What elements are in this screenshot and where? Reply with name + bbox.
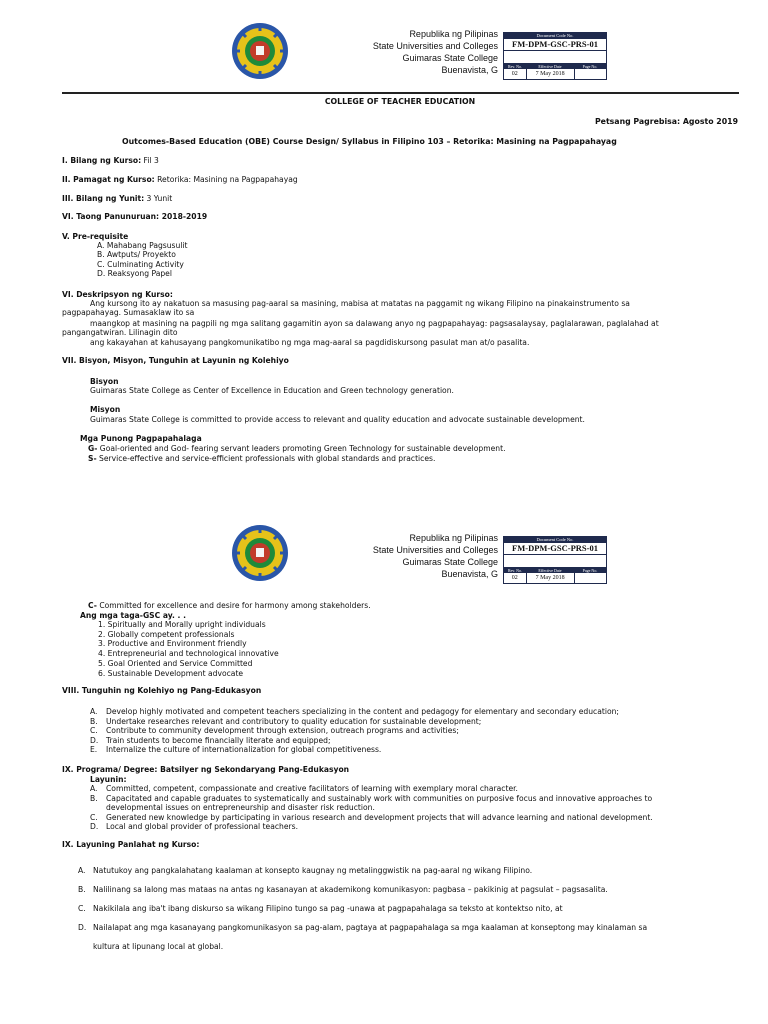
description-line: pagpapahayag. Sumasaklaw ito sa — [62, 308, 195, 317]
rev-value: 02 — [504, 573, 527, 583]
header-line-3: Guimaras State College — [402, 53, 498, 63]
list-item: A. Develop highly motivated and competent teachers specializing in the content and pedagogy for elementary and secondary education; — [90, 707, 619, 716]
page-label: Page No. — [582, 568, 598, 573]
list-item: 6. Sustainable Development advocate — [98, 668, 244, 678]
list-item: C. Culminating Activity — [97, 259, 184, 269]
header-line-2: State Universities and Colleges — [372, 41, 498, 51]
list-item: B. Awtputs/ Proyekto — [97, 250, 176, 260]
core-values-label: Mga Punong Pagpapahalaga — [80, 434, 202, 443]
list-item: C. Contribute to community development through extension, outreach programs and activities; — [90, 726, 459, 736]
list-item: 3. Productive and Environment friendly — [98, 639, 247, 649]
course-title: II. Pamagat ng Kurso: Retorika: Masining na Pagpapahayag — [62, 175, 298, 184]
list-item: B. Nalilinang sa lalong mas mataas na antas ng kasanayan at akademikong komunikasyon: pagbasa – pakikinig at pagsulat – pagsasalita. — [78, 885, 608, 894]
description-line: maangkop at masining na pagpili ng mga salitang gagamitin ayon sa dalawang anyo ng pagpapahayag: pagsasalaysay, paglalarawan, paglalahad at — [90, 319, 659, 328]
course-units: III. Bilang ng Yunit: 3 Yunit — [62, 194, 173, 203]
gsc-graduates-list — [98, 620, 279, 678]
description-line: Ang kursong ito ay nakatuon sa masusing pag-aaral sa masining, mabisa at matatas na paggamit ng wikang Filipino na pinakainstrumento sa — [90, 299, 630, 308]
list-item: 2. Globally competent professionals — [98, 629, 235, 639]
header-divider — [62, 92, 739, 94]
header-address — [248, 28, 498, 76]
header-line-1: Republika ng Pilipinas — [409, 29, 498, 39]
vision-mission-heading: VII. Bisyon, Misyon, Tunguhin at Layunin ng Kolehiyo — [62, 356, 289, 365]
effective-label: Effective Date — [538, 64, 562, 69]
list-item: 4. Entrepreneurial and technological innovative — [98, 649, 279, 659]
vision-label: Bisyon — [90, 377, 119, 386]
header-address — [248, 532, 498, 580]
header-line-1: Republika ng Pilipinas — [409, 533, 498, 543]
prerequisite-heading: V. Pre-requisite — [62, 232, 129, 241]
core-value-c: C- Committed for excellence and desire for harmony among stakeholders. — [88, 601, 371, 610]
list-item: C. Generated new knowledge by participating in various research and development projects that will advance learning and national development. — [90, 812, 653, 822]
doc-code: FM-DPM-GSC-PRS-01 — [504, 39, 606, 51]
list-item: D. Local and global provider of professional teachers. — [90, 822, 299, 832]
revision-date: Petsang Pagrebisa: Agosto 2019 — [594, 117, 738, 126]
page-value — [575, 573, 606, 583]
program-objectives-label: Layunin: — [90, 775, 127, 784]
header-line-2: State Universities and Colleges — [372, 545, 498, 555]
course-objectives-list — [78, 861, 647, 956]
header-line-4: Buenavista, G — [441, 569, 498, 579]
list-item: A. Natutukoy ang pangkalahatang kaalaman at konsepto kaugnay ng metalinggwistik na pag-aaral ng wikang Filipino. — [78, 866, 533, 875]
gsc-graduates-label: Ang mga taga-GSC ay. . . — [80, 611, 186, 620]
college-name: COLLEGE OF TEACHER EDUCATION — [324, 97, 476, 106]
list-item: D. Train students to become financially literate and equipped; — [90, 735, 331, 745]
effective-value: 7 May 2018 — [527, 69, 575, 79]
college-goals-heading: VIII. Tunguhin ng Kolehiyo ng Pang-Edukasyon — [62, 686, 262, 695]
mission-label: Misyon — [90, 405, 121, 414]
doc-code-label: Document Code No. — [504, 33, 606, 39]
description-heading: VI. Deskripsyon ng Kurso: — [62, 290, 173, 299]
core-value-g: G- Goal-oriented and God- fearing servant leaders promoting Green Technology for sustainable development. — [88, 444, 506, 453]
header-line-4: Buenavista, G — [441, 65, 498, 75]
list-item: kultura at lipunang local at global. — [93, 942, 224, 951]
doc-code-label: Document Code No. — [504, 537, 606, 543]
list-item: A. Mahabang Pagsusulit — [97, 241, 188, 250]
prerequisite-list — [97, 241, 188, 279]
document-code-box — [503, 32, 607, 80]
list-item: E. Internalize the culture of internationalization for global competitiveness. — [90, 745, 382, 755]
list-item: 1. Spiritually and Morally upright individuals — [98, 620, 266, 629]
effective-value: 7 May 2018 — [527, 573, 575, 583]
list-item: developmental issues on entrepreneurship and disaster risk reduction. — [106, 803, 375, 813]
effective-label: Effective Date — [538, 568, 562, 573]
program-heading: IX. Programa/ Degree: Batsilyer ng Sekondaryang Pang-Edukasyon — [62, 765, 350, 774]
doc-code: FM-DPM-GSC-PRS-01 — [504, 543, 606, 555]
list-item: B. Capacitated and capable graduates to systematically and sustainably work with communities on purposive focus and innovative approaches to — [90, 793, 653, 803]
program-objectives-list — [90, 784, 653, 832]
school-year: VI. Taong Panunuruan: 2018-2019 — [62, 212, 208, 221]
mission-text: Guimaras State College is committed to provide access to relevant and quality education and advocate sustainable development. — [90, 415, 585, 424]
vision-text: Guimaras State College as Center of Excellence in Education and Green technology generation. — [90, 386, 454, 395]
description-line: ang kakayahan at kahusayang pangkomunikatibo ng mga mag-aaral sa pagdidiskursong pasulat man at/o pasalita. — [90, 338, 530, 347]
document-code-box — [503, 536, 607, 584]
list-item: D. Nailalapat ang mga kasanayang pangkomunikasyon sa pag-alam, pagtaya at pagpapahalaga sa mga kaalaman at konseptong may kinalaman sa — [78, 923, 648, 932]
rev-label: Rev. No. — [507, 568, 523, 573]
page-label: Page No. — [582, 64, 598, 69]
description-line: pangangatwiran. Lilinagin dito — [62, 328, 178, 337]
core-value-s: S- Service-effective and service-efficient professionals with global standards and practices. — [88, 454, 436, 463]
rev-label: Rev. No. — [507, 64, 523, 69]
list-item: A. Committed, competent, compassionate and creative facilitators of learning with exemplary moral character. — [90, 784, 518, 793]
list-item: D. Reaksyong Papel — [97, 269, 172, 279]
syllabus-title: Outcomes-Based Education (OBE) Course Design/ Syllabus in Filipino 103 – Retorika: Masining na Pagpapahayag — [122, 137, 617, 146]
header-line-3: Guimaras State College — [402, 557, 498, 567]
page-value — [575, 69, 606, 79]
course-number: I. Bilang ng Kurso: Fil 3 — [62, 156, 159, 165]
rev-value: 02 — [504, 69, 527, 79]
college-goals-list — [90, 707, 619, 755]
list-item: B. Undertake researches relevant and contributory to quality education for sustainable development; — [90, 716, 482, 726]
course-objectives-heading: IX. Layuning Panlahat ng Kurso: — [62, 840, 200, 849]
list-item: 5. Goal Oriented and Service Committed — [98, 658, 253, 668]
list-item: C. Nakikilala ang iba't ibang diskurso sa wikang Filipino tungo sa pag -unawa at pagpapahalaga sa teksto at kontektso nito, at — [78, 904, 563, 913]
